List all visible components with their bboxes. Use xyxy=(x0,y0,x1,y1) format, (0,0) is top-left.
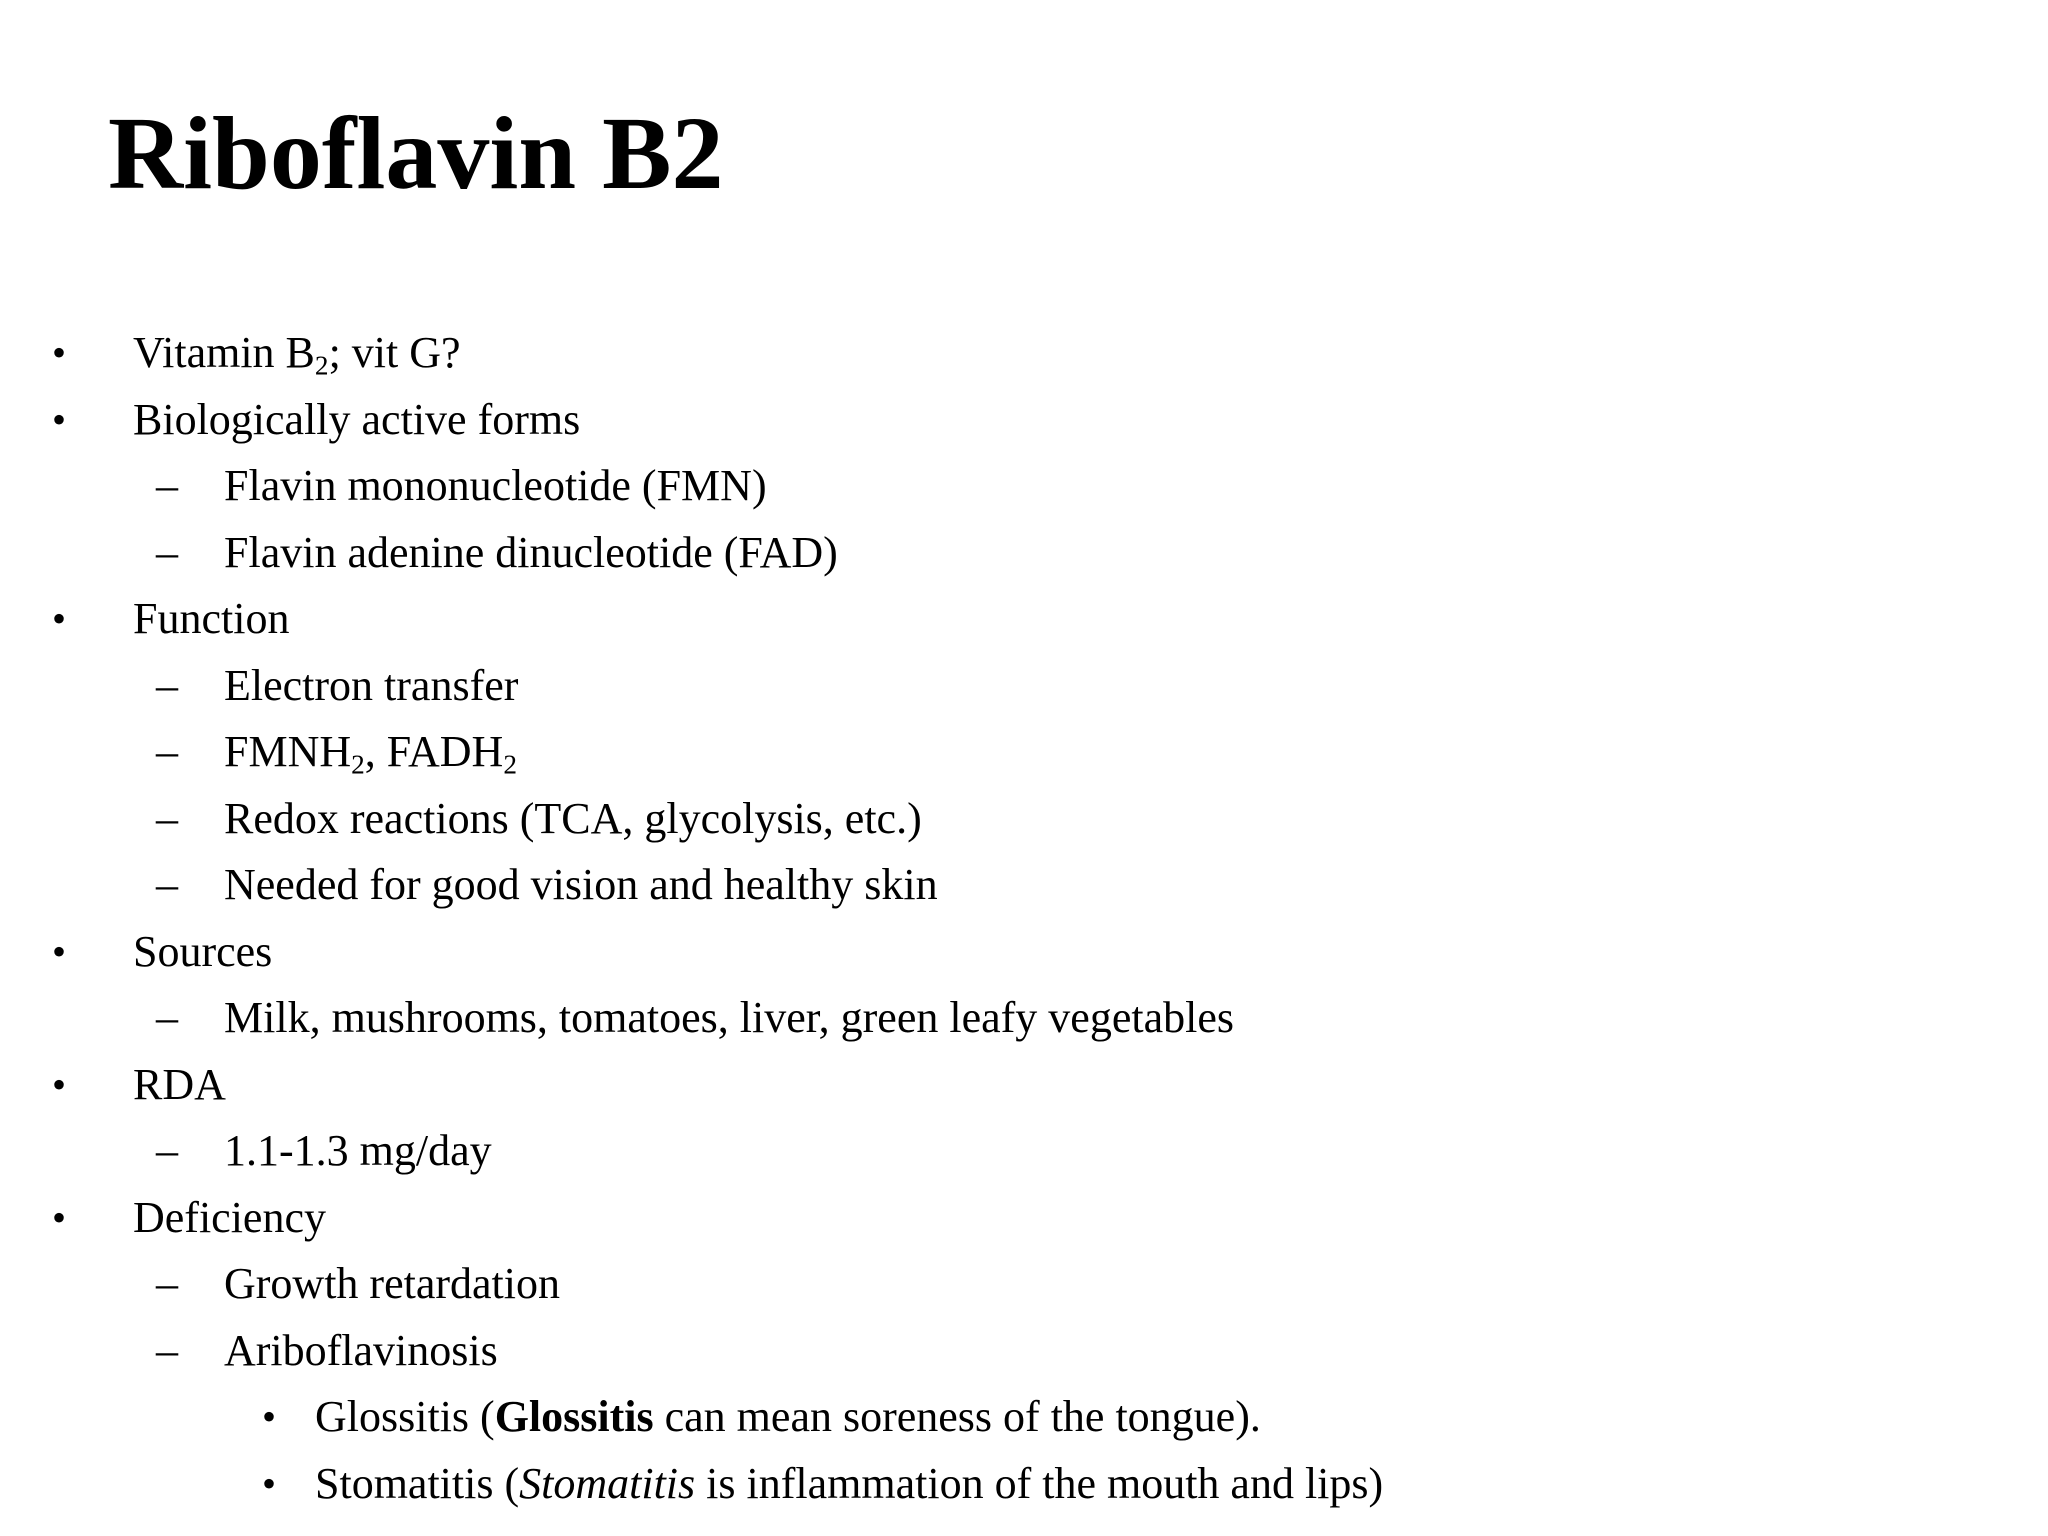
list-item xyxy=(0,320,2048,387)
list-item-text: Flavin mononucleotide (FMN) xyxy=(224,461,767,510)
list-item-text: $FMNH_2$, $FADH_2$ xyxy=(224,727,517,780)
list-item xyxy=(0,586,2048,653)
list-item xyxy=(0,1384,2048,1451)
list-item-text: Glossitis (Glossitis can mean soreness of the tongue). xyxy=(315,1392,1261,1441)
list-item-text: Growth retardation xyxy=(224,1259,560,1308)
bullet-icon: • xyxy=(52,1061,67,1107)
list-item xyxy=(0,1185,2048,1252)
bullet-icon: • xyxy=(262,1460,277,1506)
list-item xyxy=(0,1052,2048,1119)
bullet-icon: • xyxy=(52,330,67,375)
list-item xyxy=(0,387,2048,454)
list-item xyxy=(0,1118,2048,1185)
list-item-text: Electron transfer xyxy=(224,660,519,710)
dash-icon: – xyxy=(156,993,178,1042)
dash-icon: – xyxy=(156,1325,178,1375)
list-item xyxy=(0,520,2048,587)
list-item xyxy=(0,653,2048,720)
list-item xyxy=(0,786,2048,853)
list-item-text: Function xyxy=(133,594,290,643)
list-item-text: Flavin adenine dinucleotide (FAD) xyxy=(224,527,838,577)
list-item xyxy=(0,919,2048,986)
dash-icon: – xyxy=(156,793,178,843)
list-item-text: Needed for good vision and healthy skin xyxy=(224,860,938,909)
bullet-icon: • xyxy=(52,596,67,641)
dash-icon: – xyxy=(156,527,178,577)
list-item-text: Biologically active forms xyxy=(133,394,581,444)
list-item-text: RDA xyxy=(133,1059,226,1109)
dash-icon: – xyxy=(156,1126,178,1175)
dash-icon: – xyxy=(156,461,178,510)
list-item xyxy=(0,852,2048,919)
dash-icon: – xyxy=(156,860,178,909)
list-item xyxy=(0,1318,2048,1385)
dash-icon: – xyxy=(156,1259,178,1308)
list-item xyxy=(0,719,2048,786)
bullet-icon: • xyxy=(52,928,67,974)
list-item-text: Redox reactions (TCA, glycolysis, etc.) xyxy=(224,793,922,843)
list-item xyxy=(0,1251,2048,1318)
list-item xyxy=(0,1451,2048,1518)
list-item xyxy=(0,985,2048,1052)
dash-icon: – xyxy=(156,727,178,776)
bullet-list xyxy=(0,320,2048,1517)
list-item-text: Sources xyxy=(133,926,273,976)
list-item-text: Stomatitis (Stomatitis is inflammation of the mouth and lips) xyxy=(315,1458,1384,1508)
list-item-text: Ariboflavinosis xyxy=(224,1325,498,1375)
bullet-icon: • xyxy=(52,1194,67,1240)
bullet-icon: • xyxy=(262,1394,277,1439)
list-item-text: Deficiency xyxy=(133,1192,326,1242)
list-item-text: Milk, mushrooms, tomatoes, liver, green leafy vegetables xyxy=(224,993,1234,1042)
list-item-text: Vitamin $B_2$; vit G? xyxy=(133,328,461,381)
list-item-text: 1.1-1.3 mg/day xyxy=(224,1126,492,1175)
dash-icon: – xyxy=(156,660,178,710)
slide-title: Riboflavin B2 xyxy=(108,96,724,211)
list-item xyxy=(0,453,2048,520)
bullet-icon: • xyxy=(52,396,67,442)
